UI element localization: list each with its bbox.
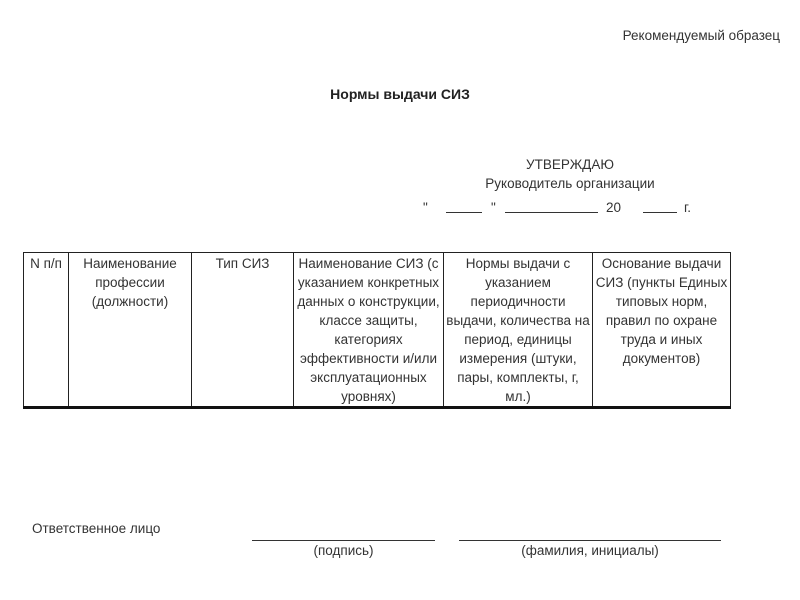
name-caption: (фамилия, инициалы)	[521, 543, 659, 558]
header-cell-basis: Основание выдачи СИЗ (пункты Единых типовых норм, правил по охране труда и иных документов)	[593, 253, 731, 408]
page-title: Нормы выдачи СИЗ	[330, 86, 470, 102]
day-blank	[446, 198, 482, 213]
header-cell-issue-norms: Нормы выдачи с указанием периодичности выдачи, количества на период, единицы измерения (штуки, пары, комплекты, г, мл.)	[444, 253, 593, 408]
name-line	[459, 540, 721, 541]
year-suffix: г.	[684, 200, 692, 215]
approve-heading: УТВЕРЖДАЮ	[526, 157, 614, 172]
responsible-person-label: Ответственное лицо	[32, 521, 161, 536]
signature-line	[252, 540, 435, 541]
signature-caption: (подпись)	[313, 543, 374, 558]
table-header-row	[24, 253, 731, 408]
approver-role: Руководитель организации	[485, 176, 655, 191]
quote-close: "	[491, 200, 496, 215]
recommended-sample-label: Рекомендуемый образец	[622, 28, 780, 43]
norms-table	[23, 252, 731, 409]
year-blank	[643, 198, 677, 213]
header-cell-ppe-name: Наименование СИЗ (с указанием конкретных данных о конструкции, классе защиты, категориях эффективности и/или эксплуатационных уровнях)	[294, 253, 444, 408]
table-bottom-border	[24, 408, 731, 410]
month-blank	[505, 198, 598, 213]
quote-open: "	[423, 200, 428, 215]
header-cell-ppe-type: Тип СИЗ	[192, 253, 294, 408]
approval-block	[420, 155, 720, 193]
header-cell-number: N п/п	[24, 253, 69, 408]
header-cell-profession: Наименование профессии (должности)	[69, 253, 192, 408]
year-prefix: 20	[606, 200, 622, 215]
